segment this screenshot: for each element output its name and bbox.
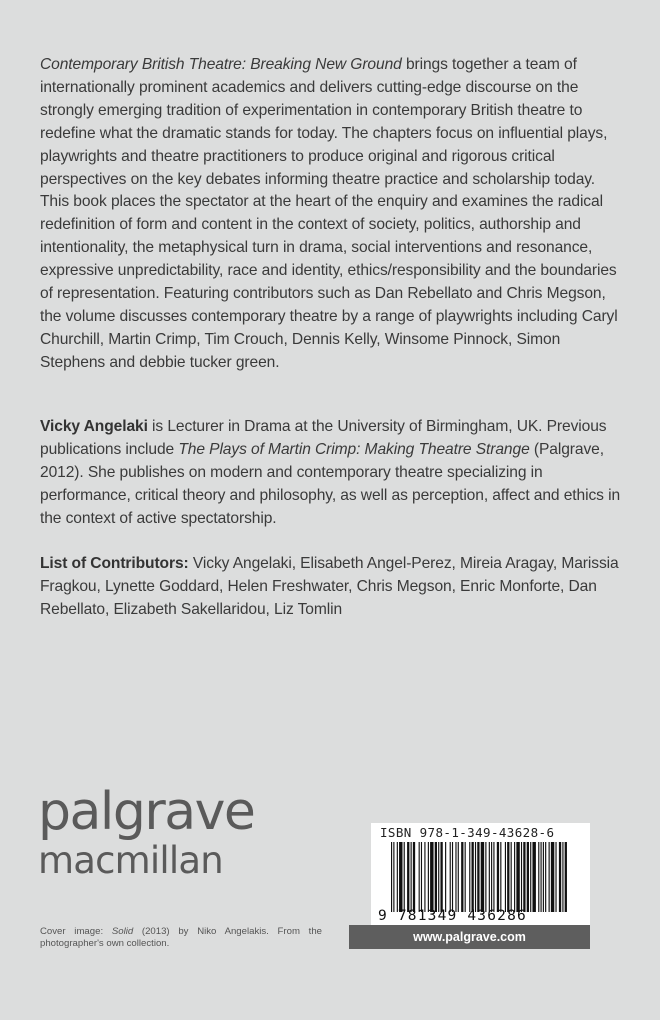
barcode-bar — [555, 842, 556, 912]
credit-prefix: Cover image: — [40, 926, 112, 937]
barcode-bar — [450, 842, 451, 912]
barcode-bar — [500, 842, 501, 912]
barcode-bar — [393, 842, 394, 912]
barcode-bar — [527, 842, 529, 912]
barcode-bars — [391, 842, 567, 912]
barcode-bar — [411, 842, 412, 912]
barcode-bar — [489, 842, 490, 912]
barcode-bar — [461, 842, 463, 912]
description-text: brings together a team of internationally prominent academics and delivers cutting-edge discourse on the strongly emerging tradition of experimentation in contemporary British theatre to redefine what the dramatic stands for today. The chapters focus on influential plays, playwrights and theatre practitioners to produce original and rigorous critical perspectives on the key debates informing theatre practice and scholarship today. This book places the spectator at the heart of the enquiry and examines the radical redefinition of form and content in the context of society, politics, authorship and intentionality, the metaphysical turn in drama, social interventions and resonance, expressive unpredictability, race and identity, ethics/responsibility and the boundaries of representation. Featuring contributors such as Dan Rebellato and Chris Megson, the volume discusses contemporary theatre by a range of playwrights including Caryl Churchill, Martin Crimp, Tim Crouch, Dennis Kelly, Winsome Pinnock, Simon Stephens and debbie tucker green. — [40, 56, 618, 371]
barcode-bar — [407, 842, 409, 912]
barcode-bar — [428, 842, 429, 912]
barcode-bar — [497, 842, 499, 912]
credit-text: (2013) by Niko Angelakis. From the photographer's own collection. — [40, 926, 322, 949]
barcode-bar — [465, 842, 466, 912]
isbn-digits: 9 781349 436286 — [378, 908, 527, 924]
book-title: Contemporary British Theatre: Breaking New Ground — [40, 56, 402, 73]
publisher-logo-palgrave: palgrave — [38, 782, 255, 842]
barcode-bar — [485, 842, 486, 912]
contributors-list — [40, 553, 622, 622]
publisher-url[interactable]: www.palgrave.com — [349, 925, 590, 949]
barcode-bar — [493, 842, 494, 912]
barcode-bar — [530, 842, 531, 912]
barcode-bar — [477, 842, 479, 912]
isbn-label: ISBN 978-1-349-43628-6 — [380, 825, 555, 840]
barcode-bar — [538, 842, 539, 912]
barcode-bar — [491, 842, 492, 912]
barcode-bar — [505, 842, 506, 912]
barcode-bar — [440, 842, 442, 912]
barcode-bar — [475, 842, 476, 912]
barcode-bar — [541, 842, 542, 912]
barcode-bar — [458, 842, 459, 912]
contributors-label: List of Contributors: — [40, 555, 189, 572]
barcode-bar — [562, 842, 563, 912]
publisher-logo-macmillan: macmillan — [38, 839, 223, 882]
barcode-bar — [549, 842, 550, 912]
barcode-bar — [532, 842, 535, 912]
barcode-bar — [565, 842, 567, 912]
isbn-barcode — [371, 823, 590, 928]
author-name: Vicky Angelaki — [40, 418, 148, 435]
book-description — [40, 54, 622, 375]
cover-image-credit — [40, 926, 322, 950]
barcode-bar — [413, 842, 415, 912]
barcode-bar — [391, 842, 392, 912]
contributors-text: Vicky Angelaki, Elisabeth Angel-Perez, Mireia Aragay, Marissia Fragkou, Lynette Goddard, Helen Freshwater, Chris Megson, Enric Monforte, Dan Rebellato, Elizabeth Sakellaridou, Liz Tomlin — [40, 555, 619, 618]
barcode-bar — [521, 842, 522, 912]
barcode-bar — [472, 842, 474, 912]
barcode-bar — [452, 842, 453, 912]
credit-title: Solid — [111, 926, 134, 937]
barcode-bar — [551, 842, 554, 912]
barcode-bar — [435, 842, 437, 912]
barcode-bar — [516, 842, 519, 912]
barcode-bar — [545, 842, 546, 912]
barcode-bar — [507, 842, 509, 912]
previous-book-title: The Plays of Martin Crimp: Making Theatre Strange — [178, 440, 530, 458]
barcode-bar — [430, 842, 433, 912]
bio-text-1: is Lecturer in Drama at the University of Birmingham, UK. Previous publications include — [40, 418, 607, 458]
barcode-bar — [438, 842, 439, 912]
barcode-bar — [543, 842, 544, 912]
barcode-bar — [469, 842, 470, 912]
author-bio — [40, 416, 622, 531]
barcode-bar — [559, 842, 561, 912]
barcode-bar — [514, 842, 515, 912]
barcode-bar — [424, 842, 425, 912]
barcode-bar — [481, 842, 484, 912]
bio-text-2: (Palgrave, 2012). She publishes on modern and contemporary theatre specializing in performance, critical theory and philosophy, as well as perception, affect and ethics in the context of active spectatorship. — [40, 440, 621, 527]
barcode-bar — [404, 842, 405, 912]
barcode-bar — [397, 842, 398, 912]
barcode-bar — [399, 842, 402, 912]
barcode-bar — [419, 842, 420, 912]
barcode-bar — [455, 842, 456, 912]
barcode-bar — [445, 842, 446, 912]
barcode-bar — [421, 842, 422, 912]
barcode-bar — [511, 842, 512, 912]
barcode-bar — [523, 842, 525, 912]
